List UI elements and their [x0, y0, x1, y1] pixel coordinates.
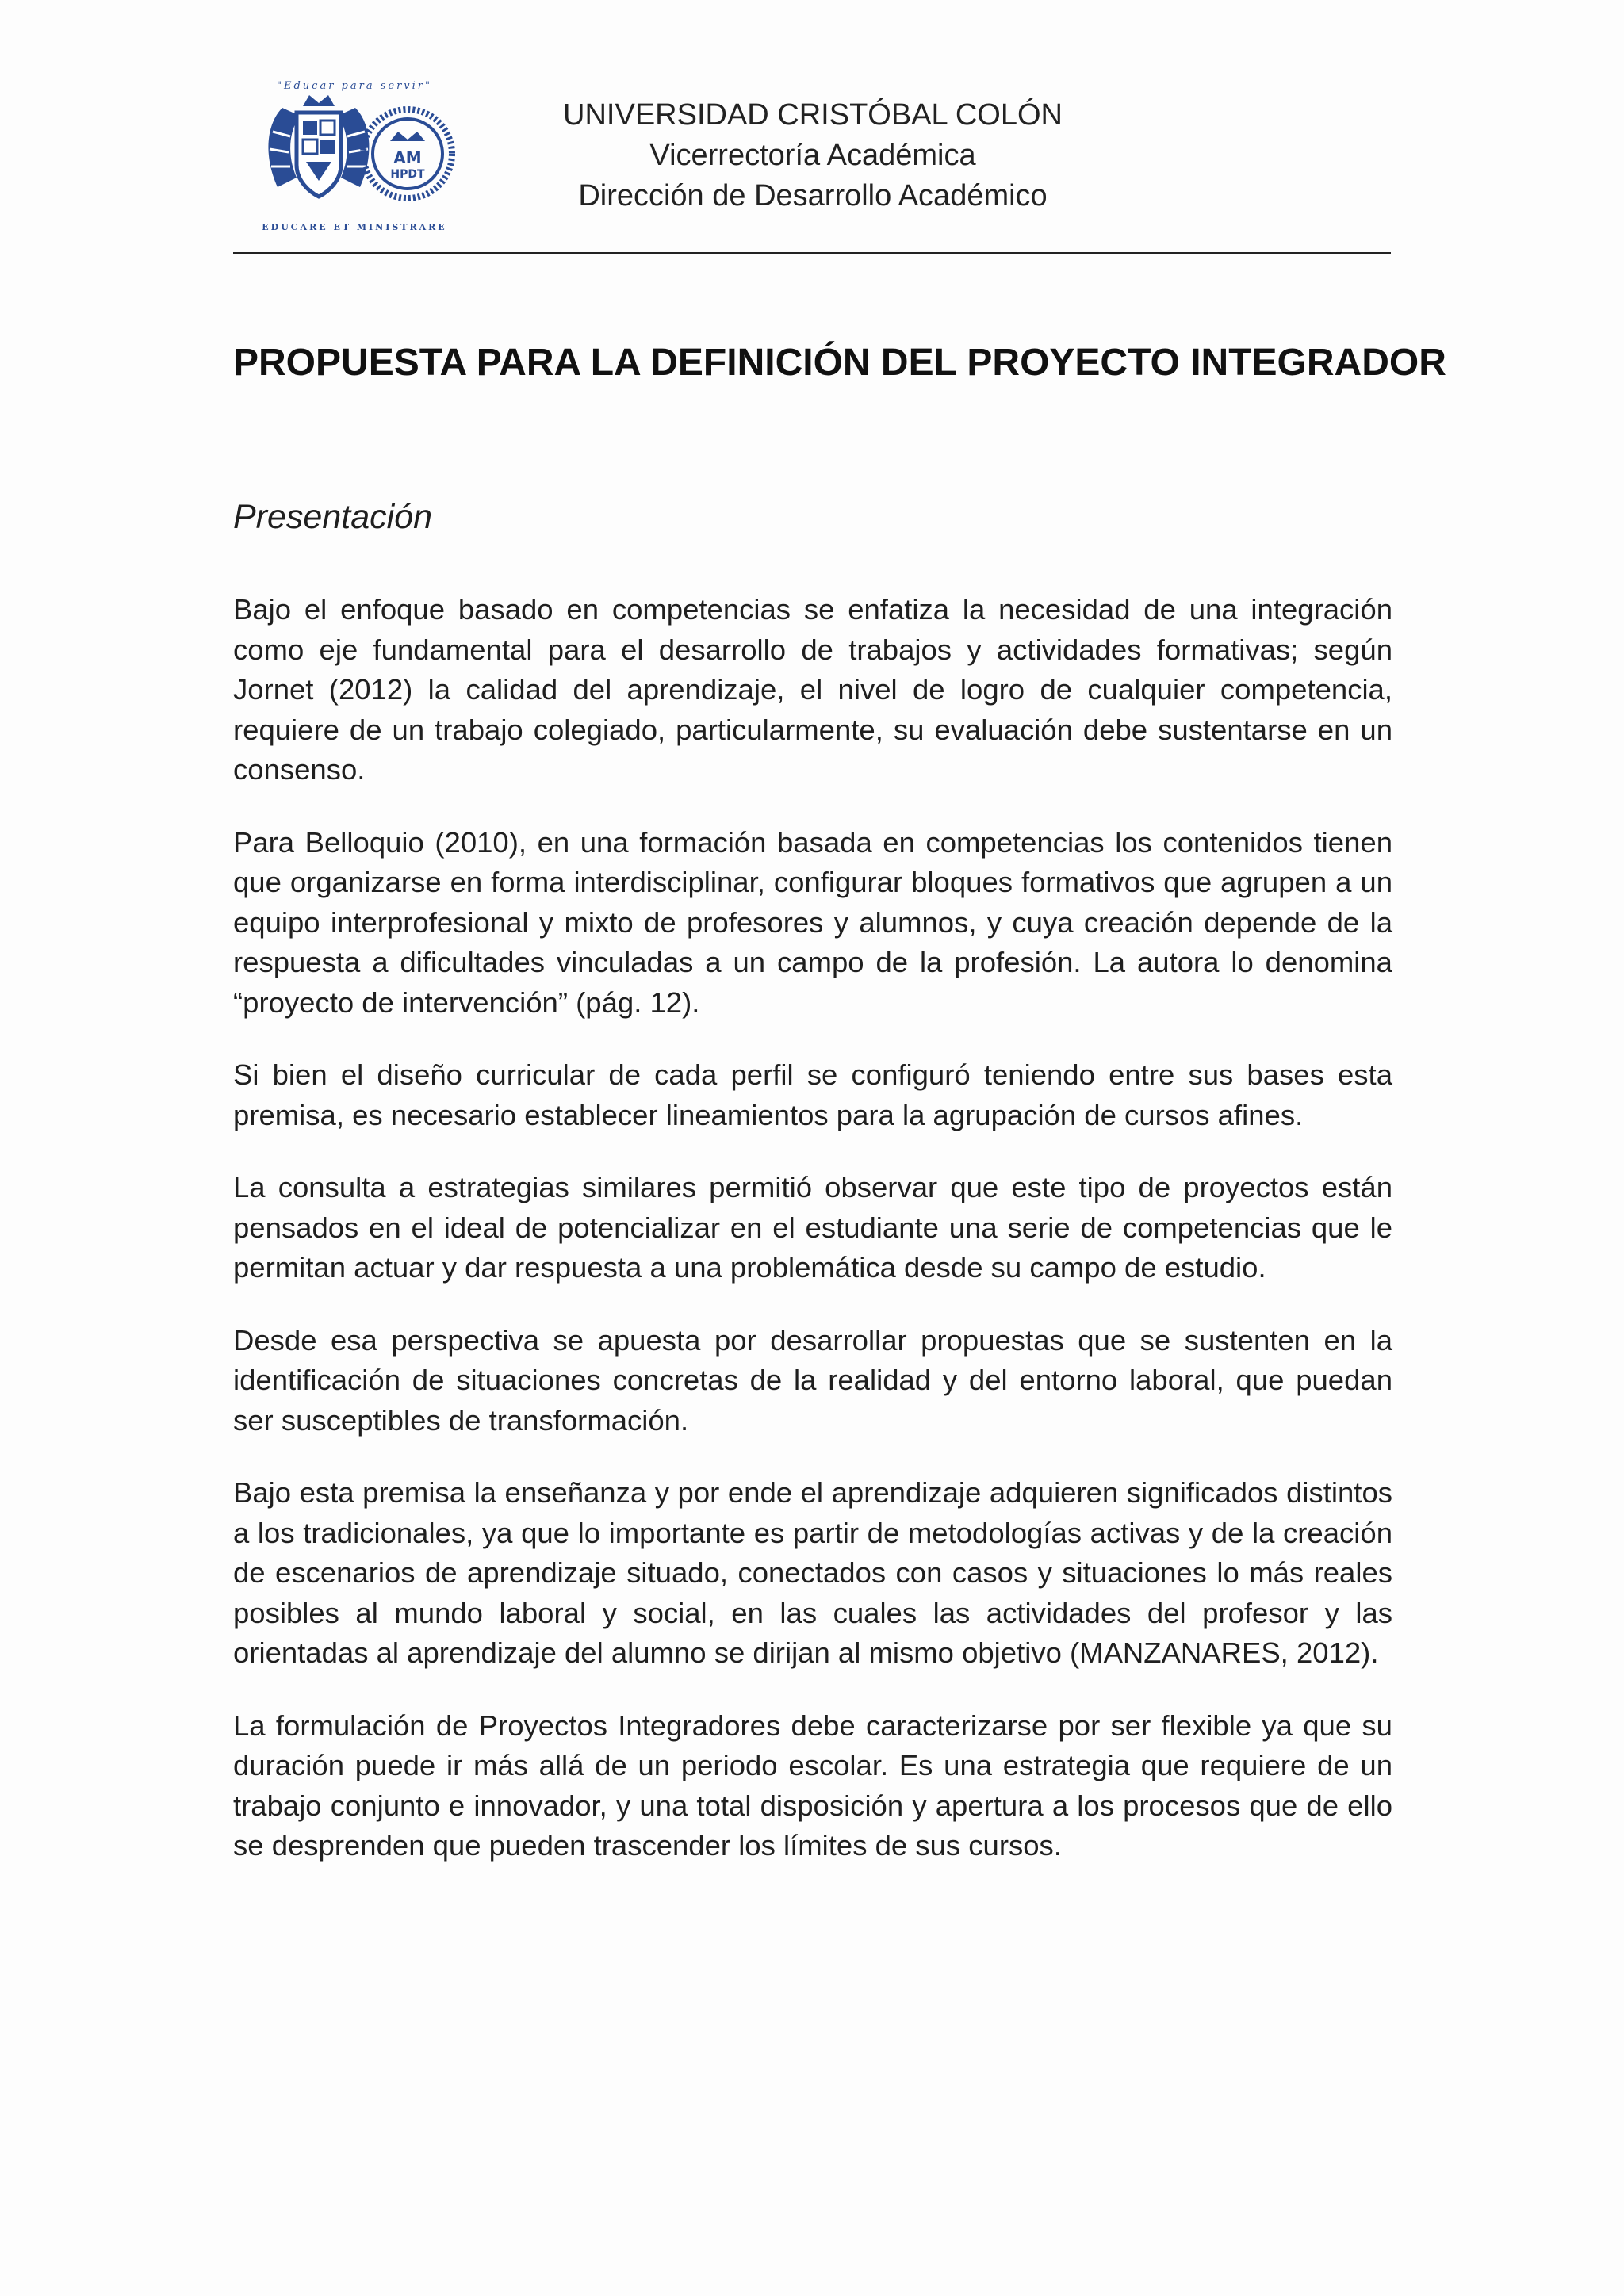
logo-bottom-motto: EDUCARE ET MINISTRARE	[262, 222, 447, 232]
institution-header	[476, 95, 1150, 216]
paragraph: Bajo esta premisa la enseñanza y por ende el aprendizaje adquieren significados distintos a los tradicionales, ya que lo importante es partir de metodologías activas y de la creación de escenarios de aprendizaje situado, conectados con casos y situaciones lo más reales posibles al mundo laboral y social, en las cuales las actividades del profesor y las orientadas al aprendizaje del alumno se dirijan al mismo objetivo (MANZANARES, 2012).	[233, 1476, 1392, 1669]
vicerrectoria-name: Vicerrectoría Académica	[649, 139, 976, 172]
body-text	[233, 590, 1392, 1866]
logo-top-motto: "Educar para servir"	[277, 80, 432, 92]
paragraph: Desde esa perspectiva se apuesta por desarrollar propuestas que se sustenten en la identificación de situaciones concretas de la realidad y del entorno laboral, que puedan ser susceptibles de transformación.	[233, 1323, 1392, 1437]
university-logo	[251, 76, 458, 235]
paragraph: La consulta a estrategias similares permitió observar que este tipo de proyectos están pensados en el ideal de potencializar en el estudiante una serie de competencias que le permitan actuar y dar respuesta a una problemática desde su campo de estudio.	[233, 1171, 1392, 1284]
svg-text:HPDT: HPDT	[390, 168, 425, 181]
svg-text:AM: AM	[393, 148, 422, 167]
paragraph: Bajo el enfoque basado en competencias se enfatiza la necesidad de una integración como eje fundamental para el desarrollo de trabajos y actividades formativas; según Jornet (2012) la calidad del aprendizaje, el nivel de logro de cualquier competencia, requiere de un trabajo colegiado, particularmente, su evaluación debe sustentarse en un consenso.	[233, 593, 1392, 786]
document-title: PROPUESTA PARA LA DEFINICIÓN DEL PROYECTO INTEGRADOR	[233, 342, 1446, 384]
header-divider	[233, 252, 1391, 254]
university-crest-icon	[251, 76, 458, 235]
university-name: UNIVERSIDAD CRISTÓBAL COLÓN	[563, 98, 1063, 132]
direccion-name: Dirección de Desarrollo Académico	[578, 179, 1048, 212]
paragraph: Si bien el diseño curricular de cada perfil se configuró teniendo entre sus bases esta premisa, es necesario establecer lineamientos para la agrupación de cursos afines.	[233, 1058, 1392, 1131]
paragraph: La formulación de Proyectos Integradores debe caracterizarse por ser flexible ya que su duración puede ir más allá de un periodo escolar. Es una estrategia que requiere de un trabajo conjunto e innovador, y una total disposición y apertura a los procesos que de ello se desprenden que pueden trascender los límites de sus cursos.	[233, 1709, 1392, 1862]
paragraph: Para Belloquio (2010), en una formación basada en competencias los contenidos tienen que organizarse en forma interdisciplinar, configurar bloques formativos que agrupen a un equipo interprofesional y mixto de profesores y alumnos, y cuya creación depende de la respuesta a dificultades vinculadas a un campo de la profesión. La autora lo denomina “proyecto de intervención” (pág. 12).	[233, 825, 1392, 1019]
section-heading: Presentación	[233, 498, 432, 536]
